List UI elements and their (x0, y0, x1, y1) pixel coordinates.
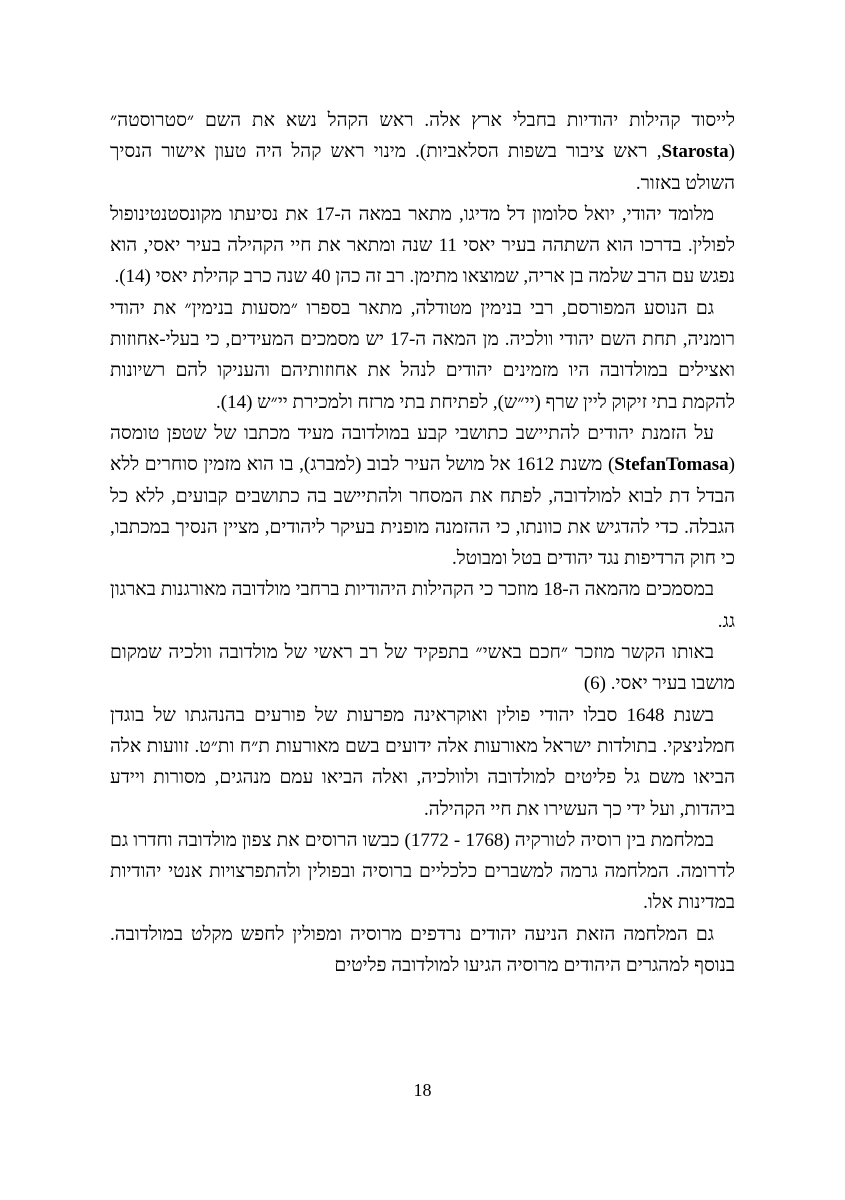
paragraph-refugees: גם המלחמה הזאת הניעה יהודים נרדפים מרוסיה ומפולין לחפש מקלט במולדובה. בנוסף למהגרים היהודים מרוסיה הגיעו למולדובה פליטים (110, 923, 735, 977)
body-text (110, 105, 735, 981)
paragraph-4-text-start: על הזמנת יהודים להתיישב כתושבי קבע במולדובה מעיד מכתבו של שטפן טומסה ( (110, 422, 735, 476)
paragraph-1648: בשנת 1648 סבלו יהודי פולין ואוקראינה מפרעות של פורעים בהנהגתו של בוגדן חמלניצקי. בתולדות ישראל מאורעות אלה ידועים בשם מאורעות ת״ח ות״ט. זוועות אלה הביאו משם גל פליטים למולדובה ולוולכיה, ואלה הביאו עמם מנהגים, מסורות ויידע ביהדות, ועל ידי כך העשירו את חיי הקהילה. (110, 704, 735, 820)
latin-term-stefantomasa: StefanTomasa (614, 454, 729, 476)
paragraph-1-text-end: , ראש ציבור בשפות הסלאביות). מינוי ראש קהל היה טעון אישור הנסיך השולט באזור. (110, 141, 735, 194)
paragraph-4-text-end: ) משנת 1612 אל מושל העיר לבוב (למברג), בו הוא מזמין סוחרים ללא הבדל דת לבוא למולדובה, לפתח את המסחר ולהתיישב בה כתושבים קבועים, ללא כל הגבלה. כדי להדגיש את כוונתו, כי ההזמנה מופנית בעיקר ליהודים, מציין הנסיך במכתבו, כי חוק הרדיפות נגד יהודים בטל ומבוטל. (110, 454, 735, 570)
paragraph-binyamin-tudela: גם הנוסע המפורסם, רבי בנימין מטודלה, מתאר בספרו ״מסעות בנימין״ את יהודי רומניה, תחת השם יהודי וולכיה. מן המאה ה-17 יש מסמכים המעידים, כי בעלי-אחוזות ואצילים במולדובה היו מזמינים יהודים לנהל את אחוזותיהם והעניקו להם רשיונות להקמת בתי זיקוק ליין שרף (יי״ש), לפתיחת בתי מרזח ולמכירת יי״ש (14). (110, 297, 735, 413)
paragraph-del-medigo: מלומד יהודי, יואל סלומון דל מדיגו, מתאר במאה ה-17 את נסיעתו מקונסטנטינופול לפולין. בדרכו הוא השתהה בעיר יאסי 11 שנה ומתאר את חיי הקהילה בעיר יאסי, הוא נפגש עם הרב שלמה בן אריה, שמוצאו מתימן. רב זה כהן 40 שנה כרב קהילת יאסי (14). (110, 203, 735, 288)
page-number: 18 (413, 1080, 432, 1100)
paragraph-1-text-start: לייסוד קהילות יהודיות בחבלי ארץ אלה. ראש הקהל נשא את השם ״סטרוסטה״ ( (110, 110, 735, 163)
paragraph-russo-turkish-war: במלחמת בין רוסיה לטורקיה (1768 - 1772) כבשו הרוסים את צפון מולדובה וחדרו גם לדרומה. המלחמה גרמה למשברים כלכליים ברוסיה ובפולין ולהתפרצויות אנטי יהודיות במדינות אלו. (110, 829, 735, 914)
paragraph-stefan-tomasa (110, 418, 735, 574)
paragraph-starosta (110, 105, 735, 199)
paragraph-hakham-bashi: באותו הקשר מוזכר ״חכם באשי״ בתפקיד של רב ראשי של מולדובה וולכיה שמקום מושבו בעיר יאסי. (6) (110, 642, 735, 695)
latin-term-starosta: Starosta (661, 141, 729, 163)
paragraph-18th-century: במסמכים מהמאה ה-18 מוזכר כי הקהילות היהודיות ברחבי מולדובה מאורגנות בארגון גג. (110, 579, 735, 632)
